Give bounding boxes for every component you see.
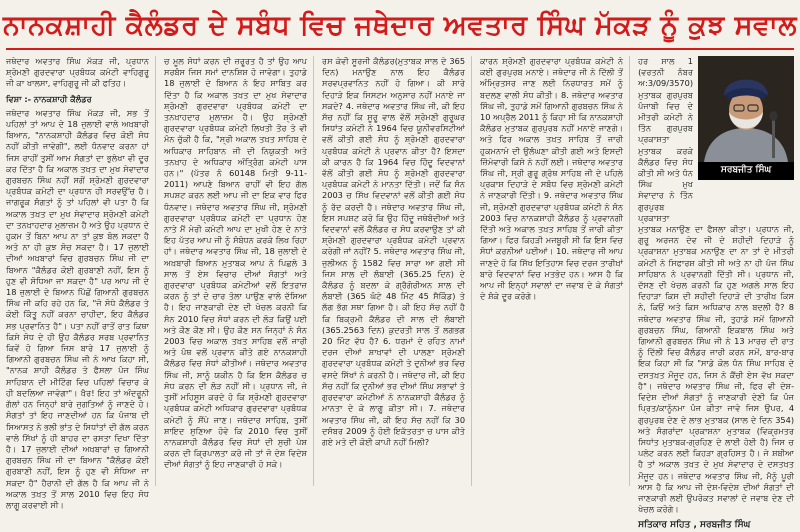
column-2	[164, 56, 314, 486]
portrait-caption: ਸਰਬਜੀਤ ਸਿੰਘ	[698, 162, 794, 180]
byline: ਸਤਿਕਾਰ ਸਹਿਤ , ਸਰਬਜੀਤ ਸਿੰਘ	[638, 520, 751, 531]
column-1	[6, 56, 156, 510]
letter-address: ਜਥੇਦਾਰ ਅਵਤਾਰ ਸਿੰਘ ਮੱਕੜ ਜੀ, ਪ੍ਰਧਾਨ ਸ਼੍ਰੋਮਣੀ ਗੁਰਦਵਾਰਾ ਪ੍ਰਬੰਧਕ ਕਮੇਟੀ ਵਾਹਿਗੁਰੂ ਜੀ ਕਾ ਖਾਲਸਾ, ਵਾਹਿਗੁਰੂ ਜੀ ਕੀ ਫਤਿਹ।	[6, 56, 150, 89]
column-text: ਰਸ ਕੇਵੀ ਸੂਰਜੀ ਕੈਲੰਡਰ(ਮੁਤਾਬਕ ਸਾਲ ਦੇ 365 ਦਿਨ) ਮਨਾਉਣ ਨਾਲ ਇਹ ਕੈਲੰਡਰ ਸਰਵਪ੍ਰਵਾਨਿਤ ਨਹੀਂ ਹੋ ਗਿਆ। ਕੀ ਸਾਰੇ ਦਿਹਾੜੇ ਇਕ ਸਿਸਟਮ ਅਨੁਸਾਰ ਨਹੀਂ ਮਨਾਏ ਜਾ ਸਕਦੇ? 4. ਜਥੇਦਾਰ ਅਵਤਾਰ ਸਿੰਘ ਜੀ, ਕੀ ਇਹ ਸੱਚ ਨਹੀਂ ਕਿ ਸੂਰੂ ਵਾਲ ਵੱਲੋਂ ਸ੍ਰੋਮਣੀ ਗੁਰੂਘਰ ਸਿਧਾਂਤ ਕਮੇਟੀ ਨੇ 1964 ਵਿਚ ਯੂਨੀਵਰਸਿਟੀਆਂ ਵਲੋਂ ਕੀਤੀ ਗਈ ਸੋਧ ਨੂੰ ਸ਼੍ਰੋਮਣੀ ਗੁਰਦਵਾਰਾ ਪ੍ਰਬੰਧਕ ਕਮੇਟੀ ਨੇ ਪ੍ਰਵਾਨ ਕੀਤਾ ਹੈ? ਇਸਦਾ ਕੀ ਕਾਰਨ ਹੈ ਕਿ 1964 ਵਿਚ ਹਿੰਦੂ ਵਿਦਵਾਨਾਂ ਵੱਲੋਂ ਕੀਤੀ ਗਈ ਸੋਧ ਨੂੰ ਸ਼੍ਰੋਮਣੀ ਗੁਰਦਵਾਰਾ ਪ੍ਰਬੰਧਕ ਕਮੇਟੀ ਨੇ ਮਾਨਤਾ ਦਿੱਤੀ। ਜਦੋਂ ਕਿ ਸੰਨ 2003 ਚ ਸਿੱਖ ਵਿਦਵਾਨਾਂ ਵਲੋਂ ਕੀਤੀ ਗਈ ਸੋਧ ਨੂੰ ਰੱਦ ਕਰਦੀ ਹੈ। ਜਥੇਦਾਰ ਅਵਤਾਰ ਸਿੰਘ ਜੀ, ਇਸ ਸਪਸ਼ਟ ਕਰੋ ਕਿ ਉਹ ਹਿੰਦੂ ਜਥੇਬੰਦੀਆਂ ਅਤੇ ਵਿਦਵਾਨਾਂ ਵਲੋਂ ਕੈਲੰਡਰ ਚ ਸੋਧ ਕਰਵਾਉਣ ਤਾਂ ਕੀ ਸ਼੍ਰੋਮਣੀ ਗੁਰਦਵਾਰਾ ਪ੍ਰਬੰਧਕ ਕਮੇਟੀ ਪ੍ਰਵਾਨ ਕਰੇਗੀ ਜਾਂ ਨਹੀਂ? 5. ਜਥੇਦਾਰ ਅਵਤਾਰ ਸਿੰਘ ਜੀ, ਜੁਲੀਅਨ ਨੂੰ 1582 ਵਿਚ ਸਾਰਾ ਆ ਗਈ ਸੀ ਜਿਸ ਸਾਲ ਦੀ ਲੰਬਾਈ (365.25 ਦਿਨ) ਦੇ ਕੈਲੰਡਰ ਨੂੰ ਬਦਲਾ ਕੇ ਗ੍ਰੈਗੋਰੀਅਨ ਸਾਲ ਦੀ ਲੰਬਾਈ (365 ਘੰਟੇ 48 ਮਿੰਟ 45 ਸੈਕਿੰਡ) ਤੇ ਲੱਗ ਭੱਗ ਸਥਾ ਗਿਆ ਹੈ। ਕੀ ਇਹ ਸੱਚ ਨਹੀਂ ਹੈ ਕਿ ਬਿਕ੍ਰਮੀ ਕੈਲੰਡਰ ਦੀ ਸਾਲ ਦੀ ਲੰਬਾਈ (365.2563 ਦਿਨ) ਕੁਦਰਤੀ ਸਾਲ ਤੋਂ ਲਗਭਗ 20 ਮਿੰਟ ਵੱਧ ਹੈ? 6. ਧਰਮਾਂ ਦੇ ਰਹਿਤ ਨਾਮਾਂ ਦਰਜ ਦੀਆਂ ਸ਼ਾਖ਼ਾਵਾਂ ਦੀ ਪਾਲਣਾ ਸ਼੍ਰੋਮਣੀ ਗੁਰਦਵਾਰਾ ਪ੍ਰਬੰਧਕ ਕਮੇਟੀ ਤੇ ਦੁਨੀਆਂ ਭਰ ਵਿਚ ਵਸਦੇ ਸਿੱਖਾਂ ਨੇ ਕਰਨੀ ਹੈ। ਜਥੇਦਾਰ ਜੀ, ਕੀ ਇਹ ਸੱਚ ਨਹੀਂ ਕਿ ਦੁਨੀਆਂ ਭਰ ਦੀਆਂ ਸਿੰਘ ਸਭਾਵਾਂ ਤੇ ਗੁਰਦਵਾਰਾ ਕਮੇਟੀਆਂ ਨੇ ਨਾਨਕਸ਼ਾਹੀ ਕੈਲੰਡਰ ਨੂੰ ਮਾਨਤਾ ਦੇ ਕੇ ਲਾਗੂ ਕੀਤਾ ਸੀ। 7. ਜਥੇਦਾਰ ਅਵਤਾਰ ਸਿੰਘ ਜੀ, ਕੀ ਇਹ ਸੱਚ ਨਹੀਂ ਕਿ 30 ਦਸੰਬਰ 2009 ਨੂੰ ਹੋਈ ਇਕੱਤਰਤਾ ਚ ਪਾਸ ਕੀਤੇ ਗਏ ਮਤੇ ਦੀ ਕੋਈ ਕਾਪੀ ਨਹੀਂ ਮਿਲੀ?	[322, 56, 466, 447]
column-text: ਜਥੇਦਾਰ ਅਵਤਾਰ ਸਿੰਘ ਮੱਕੜ ਜੀ, ਸਭ ਤੋਂ ਪਹਿਲਾਂ ਤਾਂ ਆਪ ਦੇ 18 ਜੁਲਾਈ ਵਾਲੇ ਅਖ਼ਬਾਰੀ ਬਿਆਨ, "ਨਾਨਕਸ਼ਾਹੀ ਕੈਲੰਡਰ ਵਿਚ ਕੋਈ ਸੋਧ ਨਹੀਂ ਕੀਤੀ ਜਾਵੇਗੀ", ਲਈ ਧੰਨਵਾਦ ਕਰਨਾ ਹਾਂ ਜਿਸ ਰਾਹੀਂ ਤੁਸੀਂ ਆਮ ਸੰਗਤਾਂ ਦਾ ਭੁਲੇਖਾ ਵੀ ਦੂਰ ਕਰ ਦਿੱਤਾ ਹੈ ਕਿ ਅਕਾਲ ਤਖ਼ਤ ਦਾ ਮੁਖ ਸੇਵਾਦਾਰ ਗੁਰਬਚਨ ਸਿੰਘ ਨਹੀਂ ਸਗੋਂ ਸ਼੍ਰੋਮਣੀ ਗੁਰਦਵਾਰਾ ਪ੍ਰਬੰਧਕ ਕਮੇਟੀ ਦਾ ਪ੍ਰਧਾਨ ਹੀ ਸਰਵਉੱਚ ਹੈ। ਜਾਗਰੂਕ ਸੰਗਤਾਂ ਨੂੰ ਤਾਂ ਪਹਿਲਾਂ ਵੀ ਪਤਾ ਹੈ ਕਿ ਅਕਾਲ ਤਖ਼ਤ ਦਾ ਮੁਖ ਸੇਵਾਦਾਰ ਸ਼੍ਰੋਮਣੀ ਕਮੇਟੀ ਦਾ ਤਨਖ਼ਾਹਦਾਰ ਮੁਲਾਜ਼ਮ ਹੈ ਅਤੇ ਉਹ ਪ੍ਰਧਾਨ ਦੇ ਹੁਕਮ ਤੋਂ ਬਿਨਾ ਆਪ ਨਾ ਤਾਂ ਕੁਝ ਬੋਲ ਸਕਦਾ ਹੈ ਅਤੇ ਨਾ ਹੀ ਕੁਝ ਸੋਚ ਸਕਦਾ ਹੈ। 17 ਜੁਲਾਈ ਦੀਆਂ ਅਖ਼ਬਾਰਾਂ ਵਿਚ ਗੁਰਬਚਨ ਸਿੰਘ ਜੀ ਦਾ ਬਿਆਨ "ਕੈਲੰਡਰ ਕੋਈ ਗੁਰਬਾਣੀ ਨਹੀਂ, ਇਸ ਨੂੰ ਹੁਣ ਵੀ ਸੋਧਿਆ ਜਾ ਸਕਦਾ ਹੈ" ਪਰ ਆਪ ਜੀ ਦੇ 18 ਜੁਲਾਈ ਦੇ ਬਿਆਨ ਪਿੱਛੋਂ ਗਿਆਨੀ ਗੁਰਬਚਨ ਸਿੰਘ ਜੀ ਕਹਿ ਰਹੇ ਹਨ ਕਿ, "ਜੋ ਸੋਧੇ ਕੈਲੰਡਰ ਤੇ ਕੋਈ ਕਿੰਤੂ ਨਹੀਂ ਕਰਨਾ ਚਾਹੀਦਾ, ਇਹ ਕੈਲੰਡਰ ਸਭ ਪ੍ਰਵਾਨਿਤ ਹੈ"। ਪਤਾ ਨਹੀਂ ਰਾਤੋਂ ਰਾਤ ਕਿਥਾ ਕਿਸੇ ਸੋਧ ਦੇ ਹੀ ਉਹ ਕੈਲੰਡਰ ਸਰਬ ਪ੍ਰਵਾਨਿਤ ਕਿਵੇਂ ਹੋ ਗਿਆ ਜਿਸ ਬਾਰੇ 17 ਜੁਲਾਈ ਨੂੰ ਗਿਆਨੀ ਗੁਰਬਚਨ ਸਿੰਘ ਜੀ ਨੇ ਆਖ ਕਿਹਾ ਸੀ, "ਨਾਨਕ ਸ਼ਾਹੀ ਕੈਲੰਡਰ ਤੇ ਫੈਸਲਾ ਪੰਜ ਸਿੰਘ ਸਾਹਿਬਾਨ ਦੀ ਮੀਟਿੰਗ ਵਿਚ ਪਹਿਲਾਂ ਵਿਚਾਰ ਕੇ ਹੀ ਬਦਲਿਆ ਜਾਵੇਗਾ"। ਖ਼ੈਰ! ਇਹ ਤਾਂ ਅੰਦਰੂਨੀ ਗੱਲਾਂ ਹਨ ਜਿਨ੍ਹਾਂ ਬਾਰੇ ਜੁਗਤਿਆਂ ਨੂੰ ਜਾਣਦੇ ਹੋ। ਸੰਗਤਾਂ ਤਾਂ ਇਹ ਜਾਣਦੀਆਂ ਹਨ ਕਿ ਪੰਜਾਬ ਦੀ ਸਿਆਸਤ ਨੇ ਭਲੀ ਭਾਂਤ ਦੇ ਸਿਧਾਂਤਾਂ ਦੀ ਗੱਲ ਕਰਨ ਵਾਲੇ ਸਿੱਖਾਂ ਨੂੰ ਹੀ ਬਾਹਰ ਦਾ ਰਸਤਾ ਦਿਖਾ ਦਿੱਤਾ ਹੈ। 17 ਜੁਲਾਈ ਦੀਆਂ ਅਖ਼ਬਾਰਾਂ ਚ ਗਿਆਨੀ ਗੁਰਬਚਨ ਸਿੰਘ ਜੀ ਦਾ ਬਿਆਨ "ਕੈਲੰਡਰ ਕੋਈ ਗੁਰਬਾਣੀ ਨਹੀਂ, ਇਸ ਨੂੰ ਹੁਣ ਵੀ ਸੋਧਿਆ ਜਾ ਸਕਦਾ ਹੈ" ਹੈਰਾਨੀ ਦੀ ਗੱਲ ਹੈ ਕਿ ਆਪ ਜੀ ਨੇ ਅਕਾਲ ਤਖ਼ਤ ਤੋਂ ਸਾਲ 2010 ਵਿਚ ਇਹ ਸੋਧ ਲਾਗੂ ਕਰਵਾਈ ਸੀ।	[6, 107, 150, 510]
letter-subject: ਵਿਸ਼ਾ :- ਨਾਨਕਸ਼ਾਹੀ ਕੈਲੰਡਰ	[6, 93, 92, 104]
article-columns	[6, 56, 795, 531]
headline: ਨਾਨਕਸ਼ਾਹੀ ਕੈਲੰਡਰ ਦੇ ਸਬੰਧ ਵਿਚ ਜਥੇਦਾਰ ਅਵਤਾਰ ਸਿੰਘ ਮੱਕੜ ਨੂੰ ਕੁਝ ਸਵਾਲ	[6, 4, 794, 50]
column-text: ਮੁਤਾਬਕ ਮਨਾਉਣ ਦਾ ਫੈਸਲਾ ਕੀਤਾ। ਪ੍ਰਧਾਨ ਜੀ, ਗੁਰੂ ਅਰਜਨ ਦੇਵ ਜੀ ਦੇ ਸ਼ਹੀਦੀ ਦਿਹਾੜੇ ਨੂੰ ਪ੍ਰਕਾਸ਼ਨਾ ਮੁਤਾਬਕ ਮਨਾਉਣ ਦਾ ਨਾ ਤਾਂ ਦੇ ਮੀਤਰੀ ਕਮੇਟੀ ਨੇ ਸਿਫਾਰਸ਼ ਕੀਤੀ ਸੀ ਅਤੇ ਨਾ ਹੀ ਪੰਜ ਸਿੰਘ ਸਾਹਿਬਾਨ ਨੇ ਪ੍ਰਵਾਨਗੀ ਦਿੱਤੀ ਸੀ। ਪ੍ਰਧਾਨ ਜੀ, ਦੱਸਣ ਦੀ ਖੇਚਲ ਕਰਨੀ ਕਿ ਹੁਣ ਅਗਲੇ ਸਾਲ ਇਹ ਦਿਹਾੜਾ ਕਿਸ ਦੀ ਸ਼ਹੀਦੀ ਦਿਹਾੜੇ ਦੀ ਤਾਰੀਖ਼ ਕਿਸ ਨੇ, ਕਿਓਂ ਅਤੇ ਕਿਸ ਅਧਿਕਾਰ ਨਾਲ ਬਦਲੀ ਹੈ? 8 ਜਥੇਦਾਰ ਅਵਤਾਰ ਸਿੰਘ ਜੀ, ਤੁਹਾਡੇ ਸਮੇਂ ਗਿਆਨੀ ਗੁਰਬਚਨ ਸਿੰਘ, ਗਿਆਨੀ ਇਕਬਾਲ ਸਿੰਘ ਅਤੇ ਗਿਆਨੀ ਗੁਰਬਚਨ ਸਿੰਘ ਜੀ ਨੇ 13 ਮਾਰਚ ਦੀ ਰਾਤ ਨੂੰ ਦਿੱਲੀ ਵਿਚ ਕੈਲੰਡਰ ਜਾਰੀ ਕਰਨ ਸਮੇਂ, ਬਾਰ-ਬਾਰ ਇਕ ਕਿਹਾ ਸੀ ਕਿ "ਸਾਡੇ ਕੋਲ ਧੰਨ ਸਿੰਘ ਸਾਹਿਬ ਦੇ ਦਸਤਖ਼ਤ ਮੌਜੂਦ ਹਨ, ਜਿਸ ਨੇ ਕੈਂਚੀ ਏਸ ਵੱਖ ਸਕਦਾ ਹੈ"। ਜਥੇਦਾਰ ਅਵਤਾਰ ਸਿੰਘ ਜੀ, ਫਿਰ ਵੀ ਦੇਸ਼-ਵਿਦੇਸ਼ ਦੀਆਂ ਸੰਗਤਾਂ ਨੂੰ ਜਾਣਕਾਰੀ ਦੇਣੀ ਕਿ ਪੰਜ ਪ੍ਰਿਤ/ਕਾਨੂੰਨਮਾ ਪੰਜ ਕੀਤਾ ਜਾਵੇ ਜਿਸ ਉਪਰ, 4 ਗੁਰਪੁਰਬ ਦੇਣ ਦੇ ਲਾਭ ਮੁਤਾਬਕ (ਸਾਲ ਦੇ ਦਿਨ 354) ਅਤੇ ਸੰਗਰਾਂਦਾ ਪ੍ਰਕਾਸ਼ਨਾ ਮੁਤਾਬਕ (ਵਿਕ੍ਰਮਤਰ ਸਿਧਾਂਤ ਮੁਤਾਬਕ-ਗ੍ਰਹਿਣ ਦੇ ਲਾਈ ਹੋਈ ਹੈ) ਜਿਸ ਚ ਪਲੇਟ ਕਰਨ ਲਈ ਕਿਹੜਾ ਗ੍ਰਹਿਸਤ ਹੈ। ਜੇ ਸ਼ਬੀਆ ਹੈ ਤਾਂ ਅਕਾਲ ਤਖ਼ਤ ਦੇ ਮੁਖ ਸੇਵਾਦਾਰ ਦੇ ਦਸਤਖ਼ਤ ਮੌਜੂਦ ਹਨ। ਜਥੇਦਾਰ ਅਵਤਾਰ ਸਿੰਘ ਜੀ, ਮੈਨੂੰ ਪੂਰੀ ਆਸ ਹੈ ਕਿ ਆਪ ਜੀ ਦੇਸ਼-ਵਿਦੇਸ਼ ਦੀਆਂ ਸੰਗਤਾਂ ਦੀ ਜਾਣਕਾਰੀ ਲਈ ਉਪਰੋਕਤ ਸਵਾਲਾਂ ਦੇ ਜਵਾਬ ਦੇਣ ਦੀ ਖੇਚਲ ਕਰੋਗੇ।	[638, 224, 795, 515]
column-5-top	[638, 56, 794, 224]
column-lead-text: ਹਰ ਸਾਲ 1 (ਵਰਤਨੀ ਨੰਬਰ ਅ:3/09/3570) ਮੁਤਾਬਕ ਗੁਰਪੁਰਬ ਪੰਜਾਬੀ ਵਿਚ ਦੇ ਮੀਤਰੀ ਕਮੇਟੀ ਨੇ ਤਿੰਨ ਗੁਰਪੁਰਬ ਪ੍ਰਕਾਸ਼ਤਾ ਮੁਤਾਬਕ ਕਰਕੇ ਕੈਲੰਡਰ ਵਿਚ ਸੋਧ ਕੀਤੀ ਸੀ ਅਤੇ ਧੰਨ ਸਿੰਘ ਮੁਖ ਸੇਵਾਦਾਰ ਨੇ ਤਿੰਨ ਗੁਰਪੁਰਬ ਪ੍ਰਕਾਸ਼ਤਾ	[638, 56, 694, 223]
column-4	[480, 56, 630, 486]
column-3	[322, 56, 472, 486]
author-photo	[698, 56, 794, 162]
author-portrait	[698, 56, 794, 180]
column-text: ਕਾਰਨ ਸ਼੍ਰੋਮਣੀ ਗੁਰਦਵਾਰਾ ਪ੍ਰਬੰਧਕ ਕਮੇਟੀ ਨੇ ਕਈ ਗੁਰਪੁਰਬ ਮਨਾਏ। ਜਥੇਦਾਰ ਜੀ ਨੇ ਦਿੱਲੀ ਤੋਂ ਅੰਮ੍ਰਿਤਸਰ ਜਾਣ ਲਈ ਨਿਰਧਾਰਤ ਸਮੇਂ ਨੂੰ ਬਦਲਣ ਵਾਲੀ ਸੋਧ ਕੀਤੀ। 8. ਜਥੇਦਾਰ ਅਵਤਾਰ ਸਿੰਘ ਜੀ, ਤੁਹਾਡੇ ਸਮੇਂ ਗਿਆਨੀ ਗੁਰਬਚਨ ਸਿੰਘ ਨੇ 10 ਅਪ੍ਰੈਲ 2011 ਨੂੰ ਕਿਹਾ ਸੀ ਕਿ ਨਾਨਕਸ਼ਾਹੀ ਕੈਲੰਡਰ ਮੁਤਾਬਕ ਗੁਰਪੁਰਬ ਨਹੀਂ ਮਨਾਏ ਜਾਣਗੇ। ਅਤੇ ਫਿਰ ਅਕਾਲ ਤਖ਼ਤ ਸਾਹਿਬ ਤੋਂ ਜਾਰੀ ਹੁਕਮਨਾਮੇ ਦੀ ਉਲੰਘਣਾ ਕੀਤੀ ਗਈ ਅਤੇ ਇਸਦੀ ਜ਼ਿੰਮੇਵਾਰੀ ਕਿਸੇ ਨੇ ਨਹੀਂ ਲਈ। ਜਥੇਦਾਰ ਅਵਤਾਰ ਸਿੰਘ ਜੀ, ਸ੍ਰੀ ਗੁਰੂ ਗ੍ਰੰਥ ਸਾਹਿਬ ਜੀ ਦੇ ਪਹਿਲੇ ਪ੍ਰਕਾਸ਼ ਦਿਹਾੜੇ ਦੇ ਸਬੰਧ ਵਿਚ ਸ਼੍ਰੋਮਣੀ ਕਮੇਟੀ ਨੇ ਜਾਣਕਾਰੀ ਦਿੱਤੀ। 9. ਜਥੇਦਾਰ ਅਵਤਾਰ ਸਿੰਘ ਜੀ, ਸ਼੍ਰੋਮਣੀ ਗੁਰਦਵਾਰਾ ਪ੍ਰਬੰਧਕ ਕਮੇਟੀ ਨੇ ਸੰਨ 2003 ਵਿਚ ਨਾਨਕਸ਼ਾਹੀ ਕੈਲੰਡਰ ਨੂੰ ਪ੍ਰਵਾਨਗੀ ਦਿੱਤੀ ਅਤੇ ਅਕਾਲ ਤਖ਼ਤ ਸਾਹਿਬ ਤੋਂ ਜਾਰੀ ਕੀਤਾ ਗਿਆ। ਫਿਰ ਕਿਹੜੀ ਮਜਬੂਰੀ ਸੀ ਕਿ ਇਸ ਵਿਚ ਸੋਧਾਂ ਕਰਨੀਆਂ ਪਈਆਂ। 10. ਜਥੇਦਾਰ ਜੀ ਆਪ ਜਾਣਦੇ ਹੋ ਕਿ ਸਿੱਖ ਇਤਿਹਾਸ ਵਿਚ ਦਰਜ ਤਾਰੀਖ਼ਾਂ ਬਾਰੇ ਵਿਦਵਾਨਾਂ ਵਿਚ ਮਤਭੇਦ ਹਨ। ਆਸ ਹੈ ਕਿ ਆਪ ਜੀ ਇਨ੍ਹਾਂ ਸਵਾਲਾਂ ਦਾ ਜਵਾਬ ਦੇ ਕੇ ਸੰਗਤਾਂ ਦੇ ਸ਼ੰਕੇ ਦੂਰ ਕਰੋਗੇ।	[480, 56, 624, 302]
column-text: ਚ ਮੂਲ ਸੋਧਾਂ ਕਰਨ ਦੀ ਜ਼ਰੂਰਤ ਹੈ ਤਾਂ ਉਹ ਆਪ ਸਰਬੰਸ ਜਿਸ ਸਮਾਂ ਦਾਨਸ਼ਿਸ਼ ਹੋ ਜਾਵੇਗਾ। ਤੁਹਾਡੇ 18 ਜੁਲਾਈ ਦੇ ਬਿਆਨ ਨੇ ਇਹ ਸਾਬਿਤ ਕਰ ਦਿੱਤਾ ਹੈ ਕਿ ਅਕਾਲ ਤਖ਼ਤ ਦਾ ਮੁਖ ਸੇਵਾਦਾਰ ਸ਼੍ਰੋਮਣੀ ਗੁਰਦਵਾਰਾ ਪ੍ਰਬੰਧਕ ਕਮੇਟੀ ਦਾ ਤਨਖ਼ਾਹਦਾਰ ਮੁਲਾਜ਼ਮ ਹੈ। ਉਹ ਸ਼੍ਰੋਮਣੀ ਗੁਰਦਵਾਰਾ ਪ੍ਰਬੰਧਕ ਕਮੇਟੀ ਲਿਖਤੀ ਤੌਰ ਤੇ ਵੀ ਮੰਨ ਚੁੱਕੀ ਹੈ ਕਿ, "ਸ੍ਰੀ ਅਕਾਲ ਤਖ਼ਤ ਸਾਹਿਬ ਦੇ ਅਧਿਕਾਰ ਸਾਹਿਬਾਨ ਜੀ ਦੀ ਨਿਯੁਕਤੀ ਅਤੇ ਤਨਖ਼ਾਹ ਦੇ ਅਧਿਕਾਰ ਅੰਤ੍ਰਿੰਗ ਕਮੇਟੀ ਪਾਸ ਹਨ।" (ਪੱਤਰ ਨੰ 60148 ਮਿਤੀ 9-11-2011) ਆਪਣੇ ਬਿਆਨ ਰਾਹੀਂ ਵੀ ਇਹ ਗੱਲ ਸਪਸ਼ਟ ਕਰਨ ਲਈ ਆਪ ਜੀ ਦਾ ਇਕ ਵਾਰ ਫਿਰ ਧੰਨਵਾਦ। ਜਥੇਦਾਰ ਅਵਤਾਰ ਸਿੰਘ ਜੀ, ਸ਼੍ਰੋਮਣੀ ਗੁਰਦਵਾਰਾ ਪ੍ਰਬੰਧਕ ਕਮੇਟੀ ਦਾ ਪ੍ਰਧਾਨ ਹੋਣ ਨਾਤੇ ਮੈਂ ਮੇਰੀ ਕਮੇਟੀ ਆਪ ਦਾ ਮੁਖੀ ਹੋਣ ਦੇ ਨਾਤੇ ਇਹ ਪੱਤਰ ਆਪ ਜੀ ਨੂੰ ਸੰਬੋਧਨ ਕਰਕੇ ਲਿਖ ਰਿਹਾ ਹਾਂ। ਜਥੇਦਾਰ ਅਵਤਾਰ ਸਿੰਘ ਜੀ, 18 ਜੁਲਾਈ ਦੇ ਅਖ਼ਬਾਰੀ ਬਿਆਨ ਮੁਤਾਬਕ ਆਪ ਨੇ ਪਿਛਲੇ 3 ਸਾਲ ਤੋਂ ਏਸ ਵਿਚਾਰ ਦੀਆਂ ਸੰਗਤਾਂ ਅਤੇ ਗੁਰਦਵਾਰਾ ਪ੍ਰਬੰਧਕ ਕਮੇਟੀਆਂ ਵਲੋਂ ਇਤਰਾਜ਼ ਕਰਨ ਨੂੰ ਤਾਂ ਦੋ ਚਾਰ ਤੋਲਾ ਪਾਉਣ ਵਾਲੇ ਦੱਸਿਆ ਹੈ। ਇਹ ਜਾਣਕਾਰੀ ਦੇਣ ਦੀ ਖੇਚਲ ਕਰਨੀ ਕਿ ਸੰਨ 2010 ਵਿਚ ਸੋਧਾਂ ਕਰਨ ਦੀ ਲੋੜ ਕਿਉਂ ਪਈ ਅਤੇ ਕੌਣ ਕੌਣ ਸੀ। ਉਹ ਕੌਣ ਸਨ ਜਿਨ੍ਹਾਂ ਨੇ ਸੰਨ 2003 ਵਿਚ ਅਕਾਲ ਤਖ਼ਤ ਸਾਹਿਬ ਵਲੋਂ ਜਾਰੀ ਅਤੇ ਪੰਥ ਵਲੋਂ ਪ੍ਰਵਾਨ ਕੀਤੇ ਗਏ ਨਾਨਕਸ਼ਾਹੀ ਕੈਲੰਡਰ ਵਿਚ ਸੋਧਾਂ ਕੀਤੀਆਂ। ਜਥੇਦਾਰ ਅਵਤਾਰ ਸਿੰਘ ਜੀ, ਸਾਨੂੰ ਯਕੀਨ ਹੈ ਕਿ ਇਸ ਕੈਲੰਡਰ ਚ ਸੋਧ ਕਰਨ ਦੀ ਲੋੜ ਨਹੀਂ ਸੀ। ਪ੍ਰਧਾਨ ਜੀ, ਜੇ ਤੁਸੀਂ ਮਹਿਸੂਸ ਕਰਦੇ ਹੋ ਕਿ ਸ਼੍ਰੋਮਣੀ ਗੁਰਦਵਾਰਾ ਪ੍ਰਬੰਧਕ ਕਮੇਟੀ ਅਧਿਕਾਰ ਗੁਰਦਵਾਰਾ ਪ੍ਰਬੰਧਕ ਕਮੇਟੀ ਨੂੰ ਸੌਂਪੇ ਜਾਣ। ਜਥੇਦਾਰ ਸਾਹਿਬ, ਤੁਸੀਂ ਸ਼ਾਇਦ ਸੁਣਿਆ ਹੋਵੇ ਕਿ 2010 ਵਿਚ ਤੁਸੀਂ ਨਾਨਕਸ਼ਾਹੀ ਕੈਲੰਡਰ ਵਿਚ ਸੋਧਾਂ ਦੀ ਸੁਚੀ ਪੇਸ਼ ਕਰਨ ਦੀ ਕ੍ਰਿਪਾਲਤਾ ਕਰੋ ਜੀ ਤਾਂ ਜੋ ਦੇਸ਼ ਵਿਦੇਸ਼ ਦੀਆਂ ਸੰਗਤਾਂ ਨੂੰ ਇਹ ਜਾਣਕਾਰੀ ਹੋ ਸਕੇ।	[164, 56, 308, 470]
column-5	[638, 56, 795, 531]
